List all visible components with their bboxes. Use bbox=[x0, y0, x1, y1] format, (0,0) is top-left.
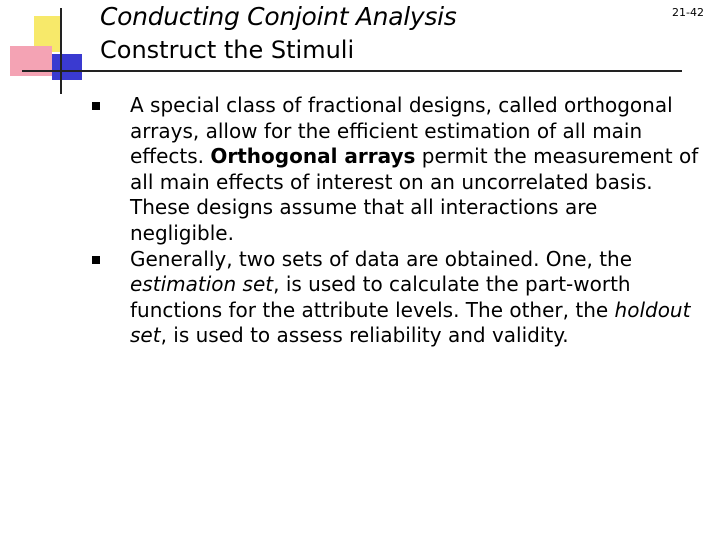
bullet-list bbox=[92, 93, 702, 349]
bullet-text: permit the measurement of all main effects of interest on an uncorrelated basis. These designs assume that all interactions are negligible. bbox=[130, 144, 699, 245]
bullet-item bbox=[92, 247, 702, 349]
slide-subtitle: Construct the Stimuli bbox=[100, 36, 355, 64]
slide-title: Conducting Conjoint Analysis bbox=[100, 2, 457, 31]
bullet-bold-term: Orthogonal arrays bbox=[210, 144, 416, 169]
title-divider-line bbox=[22, 70, 682, 72]
logo-vertical-line bbox=[60, 8, 62, 94]
bullet-text: , is used to assess reliability and validity. bbox=[160, 323, 569, 348]
bullet-square-icon bbox=[92, 256, 100, 264]
bullet-italic-term: estimation set bbox=[130, 272, 274, 297]
bullet-square-icon bbox=[92, 102, 100, 110]
bullet-text: Generally, two sets of data are obtained. One, the bbox=[130, 246, 633, 271]
logo-blue-square bbox=[52, 54, 82, 80]
slide-number: 21-42 bbox=[672, 6, 704, 19]
bullet-italic-term: holdout set bbox=[130, 297, 691, 348]
bullet-text: A special class of fractional designs, called orthogonal arrays, allow for the efficient estimation of all main effects. bbox=[130, 93, 673, 169]
bullet-text: , is used to calculate the part-worth functions for the attribute levels. The other, the bbox=[130, 272, 631, 322]
bullet-item bbox=[92, 93, 702, 247]
